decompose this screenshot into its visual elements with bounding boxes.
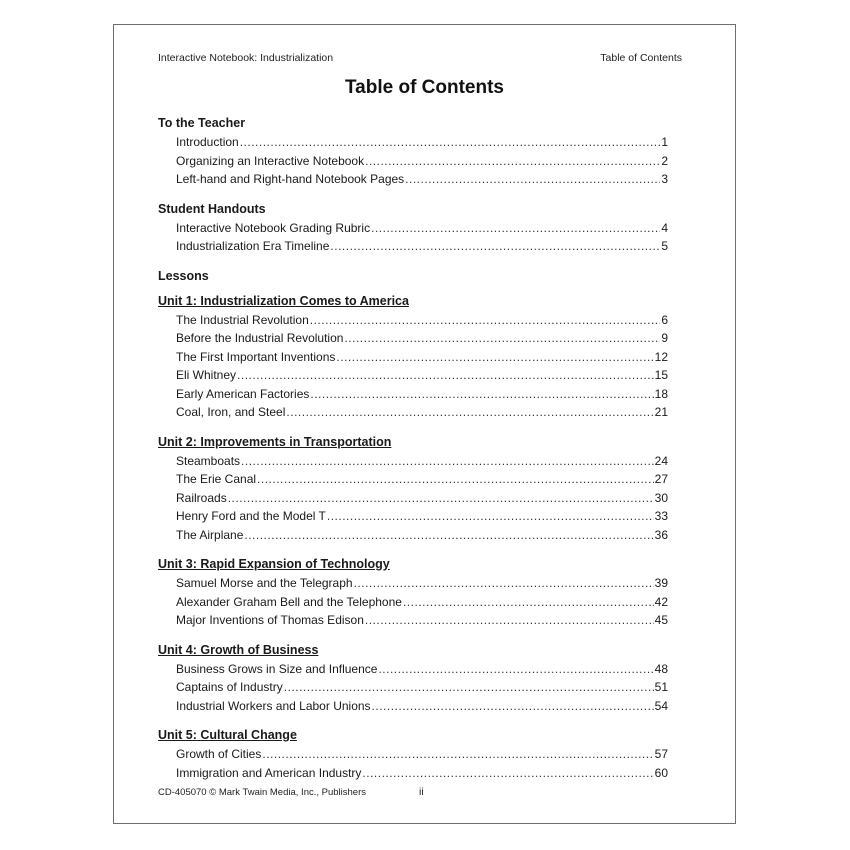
entry-title: Samuel Morse and the Telegraph xyxy=(176,576,353,590)
entry-page-number: 1 xyxy=(661,135,668,149)
toc-entry xyxy=(158,152,668,171)
entry-title: The Airplane xyxy=(176,527,244,542)
entry-page-number: 54 xyxy=(654,698,668,713)
toc-entry xyxy=(158,745,668,764)
entry-page-number: 5 xyxy=(661,239,668,253)
entry-page-number: 51 xyxy=(654,680,668,694)
dot-leader xyxy=(244,526,653,545)
entry-page-number: 21 xyxy=(654,405,668,419)
dot-leader xyxy=(365,152,660,171)
entry-page-number: 39 xyxy=(654,576,668,590)
dot-leader xyxy=(228,489,654,508)
entry-page-number: 9 xyxy=(661,331,668,345)
section-spacer xyxy=(158,422,668,433)
dot-leader xyxy=(405,170,660,189)
entry-title: Interactive Notebook Grading Rubric xyxy=(176,220,371,235)
entry-page-number: 48 xyxy=(654,661,668,676)
unit-heading: Unit 4: Growth of Business xyxy=(158,642,319,657)
section-heading: To the Teacher xyxy=(158,116,246,130)
toc-entry xyxy=(158,366,668,385)
toc-entry xyxy=(158,311,668,330)
dot-leader xyxy=(286,403,653,422)
entry-page-number: 42 xyxy=(654,594,668,609)
page-title: Table of Contents xyxy=(344,77,505,98)
section-heading: Lessons xyxy=(158,268,209,283)
dot-leader xyxy=(371,219,660,238)
entry-title: Early American Factories xyxy=(176,386,310,401)
entry-title: Coal, Iron, and Steel xyxy=(176,405,286,419)
unit-heading: Unit 3: Rapid Expansion of Technology xyxy=(158,557,390,571)
section-spacer xyxy=(158,189,668,200)
toc-entry xyxy=(158,403,668,422)
header-book-title: Interactive Notebook: Industrialization xyxy=(158,52,334,64)
dot-leader xyxy=(330,237,660,256)
section-spacer xyxy=(158,256,668,267)
toc-entry xyxy=(158,678,668,697)
section-spacer xyxy=(158,715,668,726)
entry-title: Before the Industrial Revolution xyxy=(176,331,344,345)
entry-page-number: 45 xyxy=(654,613,668,627)
entry-page-number: 3 xyxy=(661,172,668,186)
entry-page-number: 2 xyxy=(661,153,668,168)
section-spacer xyxy=(158,630,668,641)
table-of-contents xyxy=(158,114,668,782)
toc-entry xyxy=(158,574,668,593)
entry-title: Eli Whitney xyxy=(176,368,237,382)
toc-entry xyxy=(158,237,668,256)
section-spacer xyxy=(158,544,668,555)
entry-page-number: 33 xyxy=(654,509,668,523)
unit-heading: Unit 1: Industrialization Comes to America xyxy=(158,293,409,308)
toc-entry xyxy=(158,470,668,489)
header-section-title: Table of Contents xyxy=(600,52,682,64)
dot-leader xyxy=(336,348,653,367)
dot-leader xyxy=(378,660,653,679)
toc-entry xyxy=(158,219,668,238)
unit-heading: Unit 5: Cultural Change xyxy=(158,728,297,742)
toc-entry xyxy=(158,507,668,526)
footer-page-number: ii xyxy=(419,786,424,798)
section-heading: Student Handouts xyxy=(158,201,266,216)
dot-leader xyxy=(310,311,661,330)
entry-page-number: 27 xyxy=(654,472,668,486)
entry-title: The Industrial Revolution xyxy=(176,312,309,327)
entry-title: Alexander Graham Bell and the Telephone xyxy=(176,594,402,609)
toc-entry xyxy=(158,385,668,404)
entry-title: Business Grows in Size and Influence xyxy=(176,661,378,676)
toc-entry xyxy=(158,526,668,545)
dot-leader xyxy=(344,329,660,348)
entry-page-number: 12 xyxy=(654,349,668,364)
entry-title: Steamboats xyxy=(176,453,241,468)
toc-entry xyxy=(158,348,668,367)
footer-copyright: CD-405070 © Mark Twain Media, Inc., Publishers xyxy=(158,787,366,798)
toc-entry xyxy=(158,611,668,630)
toc-entry xyxy=(158,660,668,679)
toc-entry xyxy=(158,593,668,612)
dot-leader xyxy=(365,611,654,630)
toc-entry xyxy=(158,697,668,716)
dot-leader xyxy=(372,697,654,716)
entry-title: Major Inventions of Thomas Edison xyxy=(176,613,364,627)
entry-page-number: 24 xyxy=(654,453,668,468)
entry-title: Henry Ford and the Model T xyxy=(176,509,326,523)
entry-page-number: 6 xyxy=(661,312,668,327)
entry-title: Railroads xyxy=(176,490,227,505)
dot-leader xyxy=(257,470,654,489)
entry-title: The Erie Canal xyxy=(176,472,257,486)
entry-title: The First Important Inventions xyxy=(176,349,336,364)
dot-leader xyxy=(362,764,653,783)
entry-page-number: 57 xyxy=(654,747,668,761)
toc-entry xyxy=(158,489,668,508)
document-page xyxy=(113,24,736,824)
entry-title: Industrialization Era Timeline xyxy=(176,239,330,253)
running-header xyxy=(158,52,682,64)
entry-title: Left-hand and Right-hand Notebook Pages xyxy=(176,172,405,186)
entry-title: Growth of Cities xyxy=(176,747,262,761)
entry-title: Captains of Industry xyxy=(176,680,283,694)
toc-entry xyxy=(158,764,668,783)
toc-entry xyxy=(158,452,668,471)
toc-entry xyxy=(158,133,668,152)
dot-leader xyxy=(237,366,654,385)
entry-page-number: 30 xyxy=(654,490,668,505)
dot-leader xyxy=(241,452,654,471)
unit-heading: Unit 2: Improvements in Transportation xyxy=(158,434,392,449)
entry-page-number: 4 xyxy=(661,220,668,235)
entry-title: Industrial Workers and Labor Unions xyxy=(176,698,371,713)
toc-entry xyxy=(158,329,668,348)
dot-leader xyxy=(354,574,654,593)
toc-entry xyxy=(158,170,668,189)
dot-leader xyxy=(284,678,654,697)
dot-leader xyxy=(327,507,654,526)
entry-page-number: 15 xyxy=(654,368,668,382)
dot-leader xyxy=(403,593,654,612)
entry-title: Introduction xyxy=(176,135,239,149)
entry-page-number: 60 xyxy=(654,765,668,780)
dot-leader xyxy=(262,745,653,764)
entry-page-number: 36 xyxy=(654,527,668,542)
entry-page-number: 18 xyxy=(654,386,668,401)
entry-title: Immigration and American Industry xyxy=(176,765,362,780)
dot-leader xyxy=(310,385,653,404)
dot-leader xyxy=(240,133,661,152)
entry-title: Organizing an Interactive Notebook xyxy=(176,153,365,168)
